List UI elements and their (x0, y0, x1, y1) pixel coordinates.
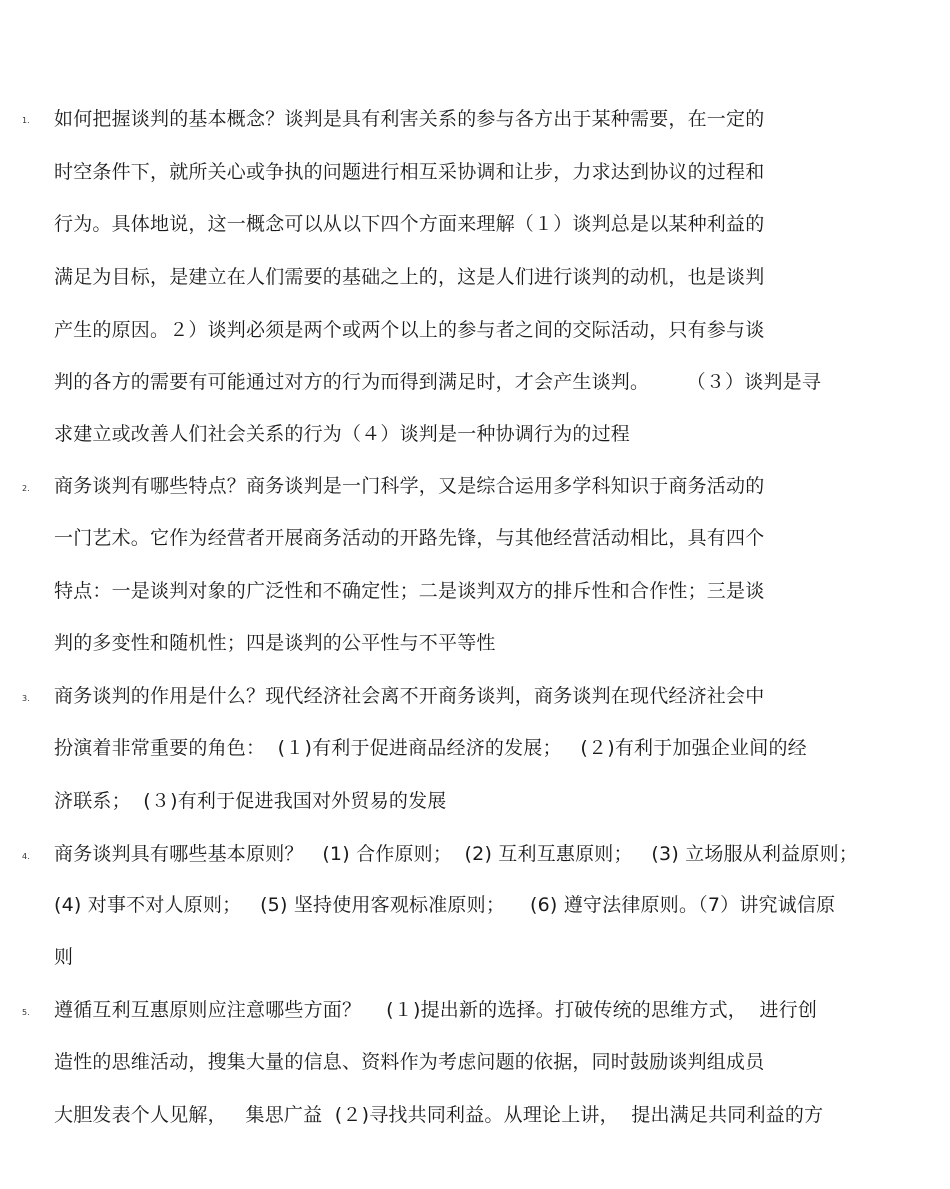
text-line: 时空条件下，就所关心或争执的问题进行相互采协调和让步，力求达到协议的过程和 (54, 161, 765, 183)
text-line: 满足为目标，是建立在人们需要的基础之上的，这是人们进行谈判的动机，也是谈判 (54, 266, 765, 288)
list-item-number: 2. (22, 484, 30, 493)
text-line: 大胆发表个人见解， 集思广益 (２)寻找共同利益。从理论上讲， 提出满足共同利益的方 (54, 1104, 824, 1126)
text-line: 商务谈判的作用是什么？现代经济社会离不开商务谈判，商务谈判在现代经济社会中 (54, 685, 765, 707)
text-line: 求建立或改善人们社会关系的行为（４）谈判是一种协调行为的过程 (54, 423, 631, 445)
text-line: 济联系； (３)有利于促进我国对外贸易的发展 (54, 790, 447, 812)
text-line: 如何把握谈判的基本概念？谈判是具有利害关系的参与各方出于某种需要，在一定的 (54, 108, 765, 130)
text-line: 商务谈判有哪些特点？商务谈判是一门科学，又是综合运用多学科知识于商务活动的 (54, 475, 765, 497)
text-line: 扮演着非常重要的角色： (１)有利于促进商品经济的发展； (２)有利于加强企业间的经 (54, 737, 807, 759)
text-line: 一门艺术。它作为经营者开展商务活动的开路先锋，与其他经营活动相比，具有四个 (54, 527, 765, 549)
text-line: 则 (54, 946, 74, 968)
text-line: 判的多变性和随机性；四是谈判的公平性与不平等性 (54, 632, 496, 654)
list-item-number: 4. (22, 852, 30, 861)
text-line: 造性的思维活动，搜集大量的信息、资料作为考虑问题的依据，同时鼓励谈判组成员 (54, 1051, 765, 1073)
text-line: 商务谈判具有哪些基本原则？ (1) 合作原则； (2) 互利互惠原则； (3) 立场服从利益原则； (54, 843, 858, 865)
text-line: 产生的原因。２）谈判必须是两个或两个以上的参与者之间的交际活动，只有参与谈 (54, 319, 765, 341)
text-line: 特点：一是谈判对象的广泛性和不确定性；二是谈判双方的排斥性和合作性；三是谈 (54, 580, 765, 602)
list-item-number: 5. (22, 1008, 30, 1017)
text-line: 判的各方的需要有可能通过对方的行为而得到满足时，才会产生谈判。 （３）谈判是寻 (54, 371, 822, 393)
list-item-number: 1. (22, 116, 30, 125)
list-item-number: 3. (22, 694, 30, 703)
text-line: 遵循互利互惠原则应注意哪些方面？ (１)提出新的选择。打破传统的思维方式， 进行创 (54, 999, 818, 1021)
text-line: 行为。具体地说，这一概念可以从以下四个方面来理解（１）谈判总是以某种利益的 (54, 213, 765, 235)
text-line: (4) 对事不对人原则； (5) 坚持使用客观标准原则； (6) 遵守法律原则。（7）讲究诚信原 (54, 894, 836, 916)
